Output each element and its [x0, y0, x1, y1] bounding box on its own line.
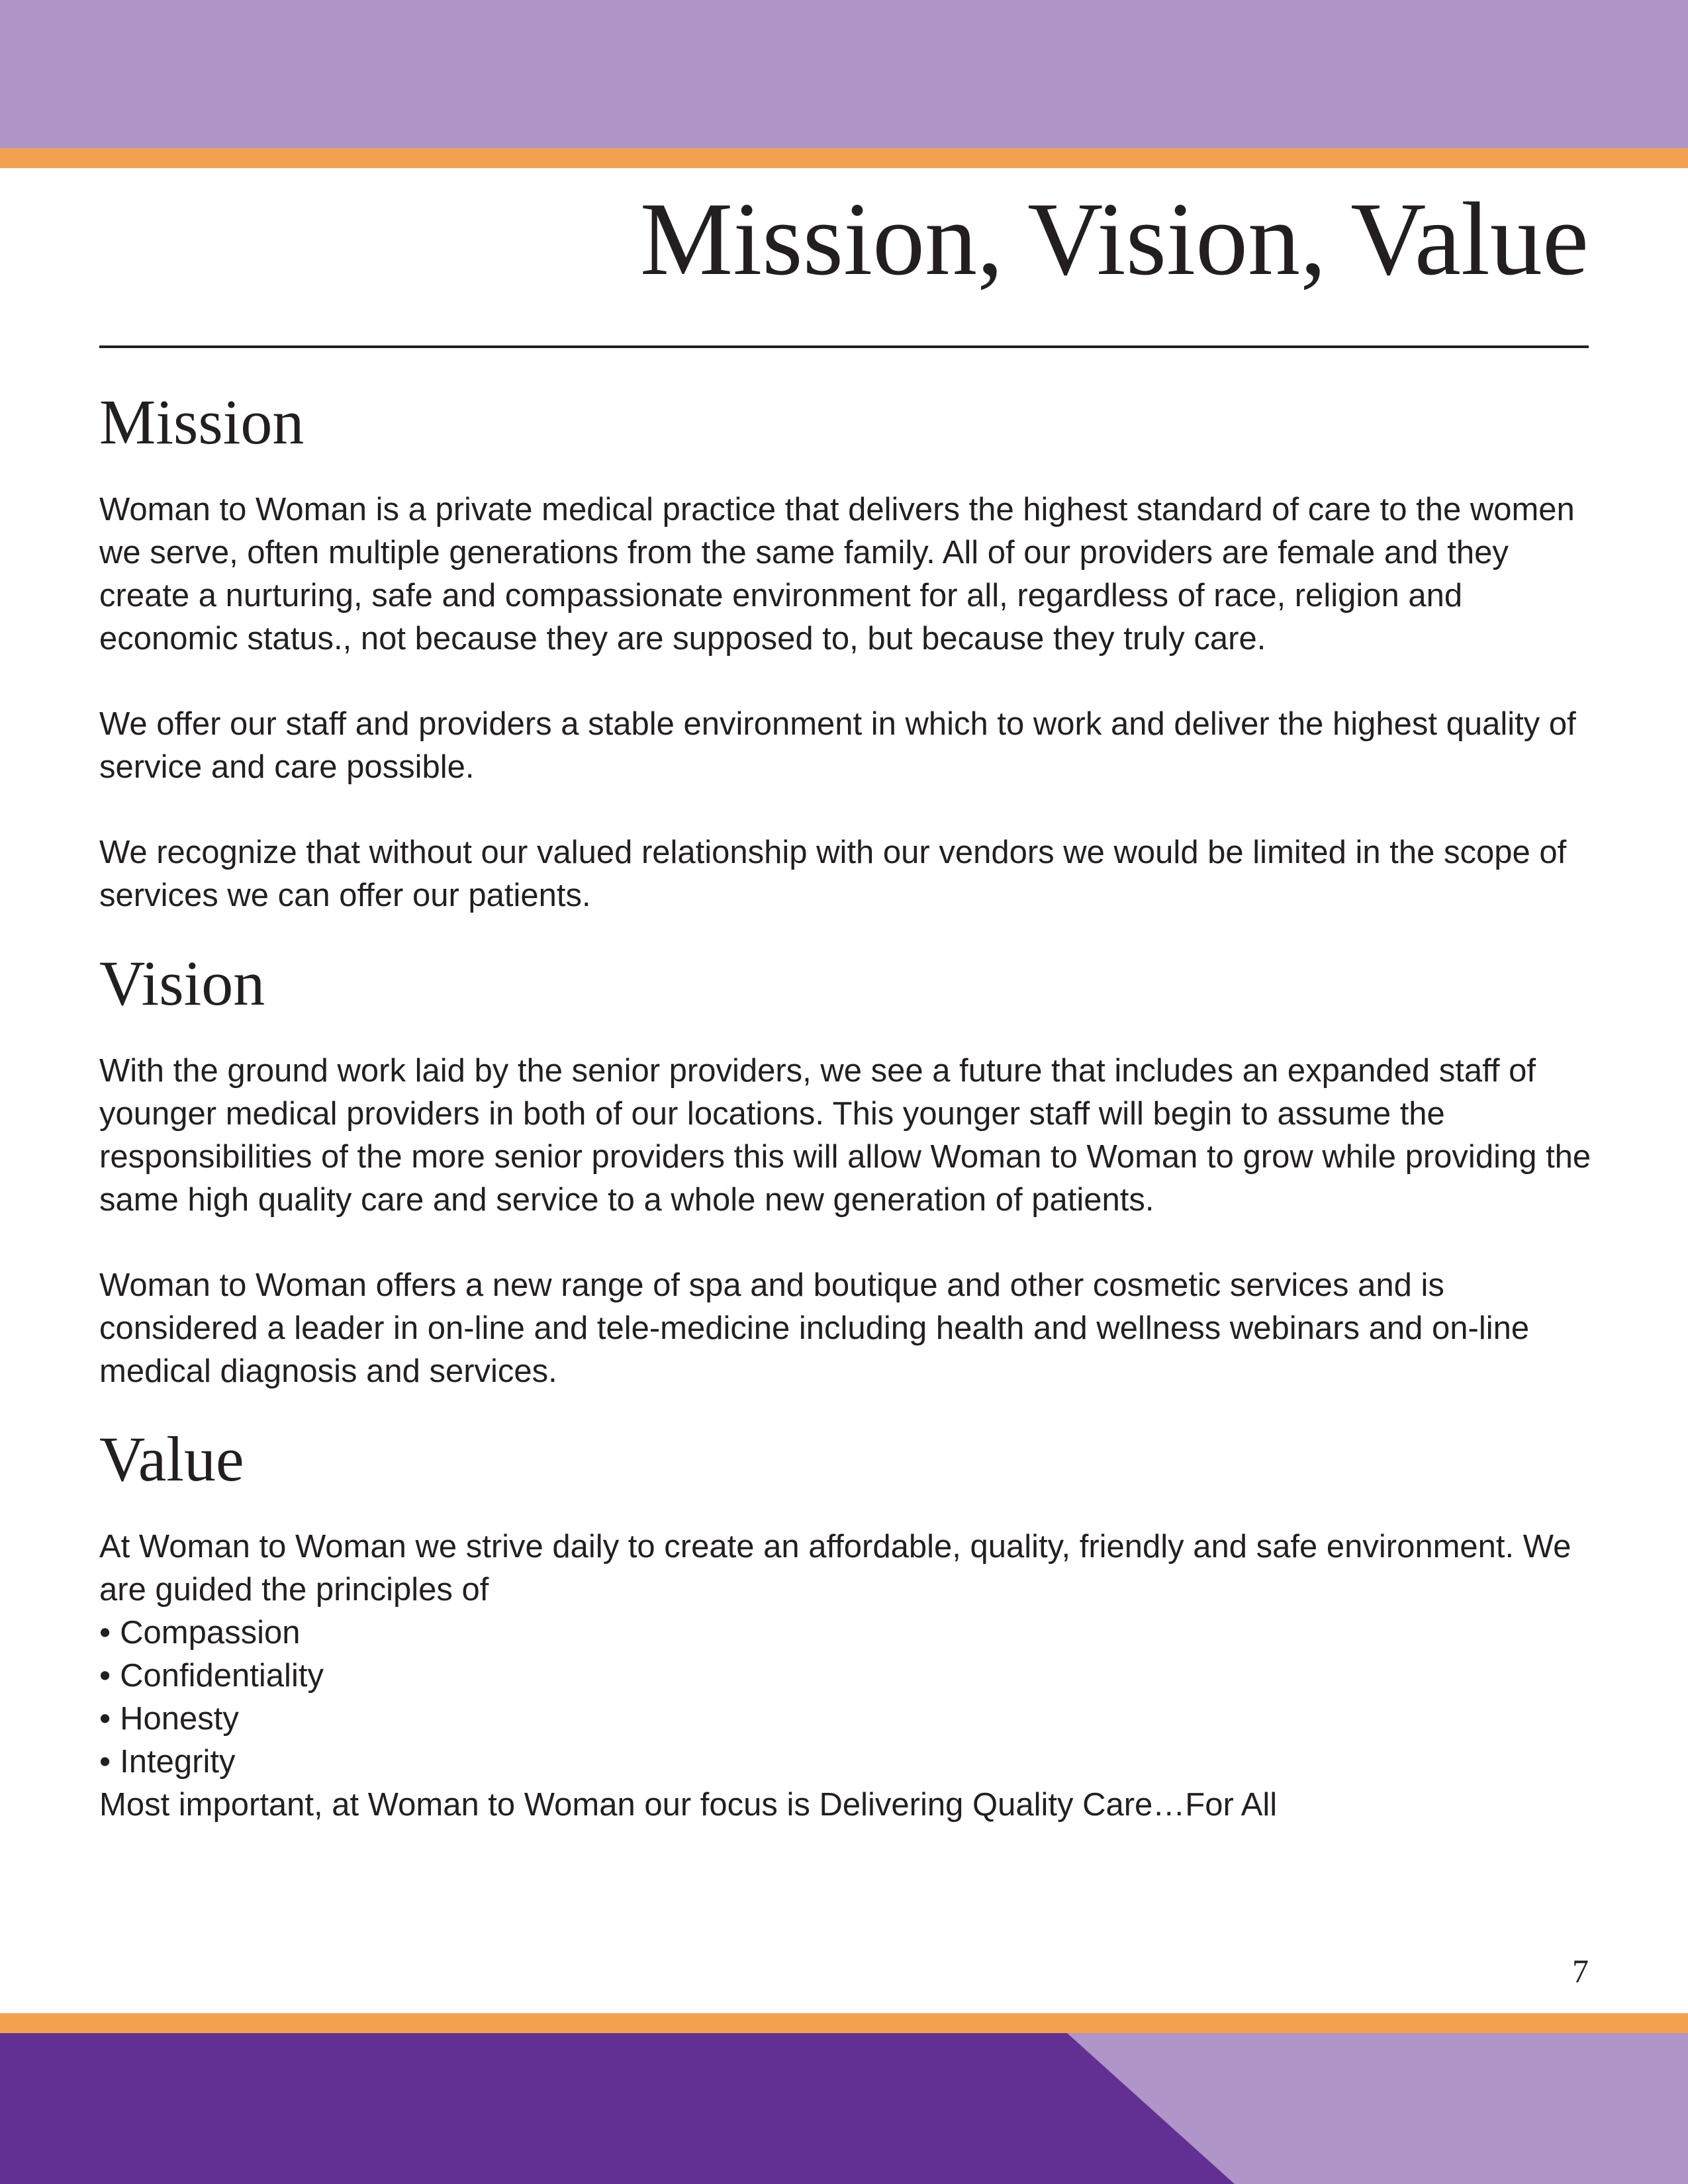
footer-dark-purple-panel: [0, 2033, 1235, 2184]
principle-label: Confidentiality: [120, 1658, 324, 1694]
mission-paragraph: We offer our staff and providers a stable environment in which to work and deliver the highest quality of service and care possible.: [99, 706, 1576, 785]
vision-paragraph: With the ground work laid by the senior providers, we see a future that includes an expanded staff of younger medical providers in both of our locations. This younger staff will begin to assume the responsibilities of the more senior providers this will allow Woman to Woman to grow while providing the same high quality care and service to a whole new generation of patients.: [99, 1053, 1591, 1218]
value-intro: At Woman to Woman we strive daily to create an affordable, quality, friendly and safe environment. We are guided the principles of: [99, 1529, 1571, 1608]
vision-heading: Vision: [99, 948, 265, 1019]
footer-shape: [0, 2033, 1688, 2184]
bullet-icon: •: [99, 1615, 111, 1651]
footer-accent-stripe: [0, 2013, 1688, 2033]
header-color-band: [0, 0, 1688, 148]
page-number: 7: [1572, 1952, 1589, 1989]
bullet-icon: •: [99, 1658, 111, 1694]
bullet-icon: •: [99, 1744, 111, 1780]
bullet-icon: •: [99, 1701, 111, 1737]
mission-paragraph: We recognize that without our valued relationship with our vendors we would be limited in the scope of services we can offer our patients.: [99, 835, 1567, 913]
value-closing: Most important, at Woman to Woman our focus is Delivering Quality Care…For All: [99, 1787, 1278, 1823]
vision-paragraph: Woman to Woman offers a new range of spa and boutique and other cosmetic services and is considered a leader in on-line and tele-medicine including health and wellness webinars and on-line medical diagnosis and services.: [99, 1267, 1530, 1389]
principles-list: [99, 1612, 1595, 1784]
page-title: Mission, Vision, Value: [639, 181, 1589, 297]
vision-section: [99, 944, 1595, 1393]
page-content: [99, 383, 1595, 1827]
mission-section: [99, 383, 1595, 917]
value-section: [99, 1420, 1595, 1827]
header-accent-stripe: [0, 148, 1688, 168]
principle-label: Compassion: [120, 1615, 301, 1651]
list-item: [99, 1612, 1595, 1655]
mission-paragraph: Woman to Woman is a private medical practice that delivers the highest standard of care to the women we serve, often multiple generations from the same family. All of our providers are female and they create a nurturing, safe and compassionate environment for all, regardless of race, religion and economic status., not because they are supposed to, but because they truly care.: [99, 492, 1575, 657]
principle-label: Integrity: [120, 1744, 236, 1780]
mission-heading: Mission: [99, 387, 305, 457]
principle-label: Honesty: [120, 1701, 239, 1737]
value-heading: Value: [99, 1424, 244, 1494]
list-item: [99, 1655, 1595, 1698]
title-divider: [99, 345, 1589, 348]
footer-color-band: [0, 2033, 1688, 2184]
list-item: [99, 1741, 1595, 1784]
list-item: [99, 1698, 1595, 1741]
